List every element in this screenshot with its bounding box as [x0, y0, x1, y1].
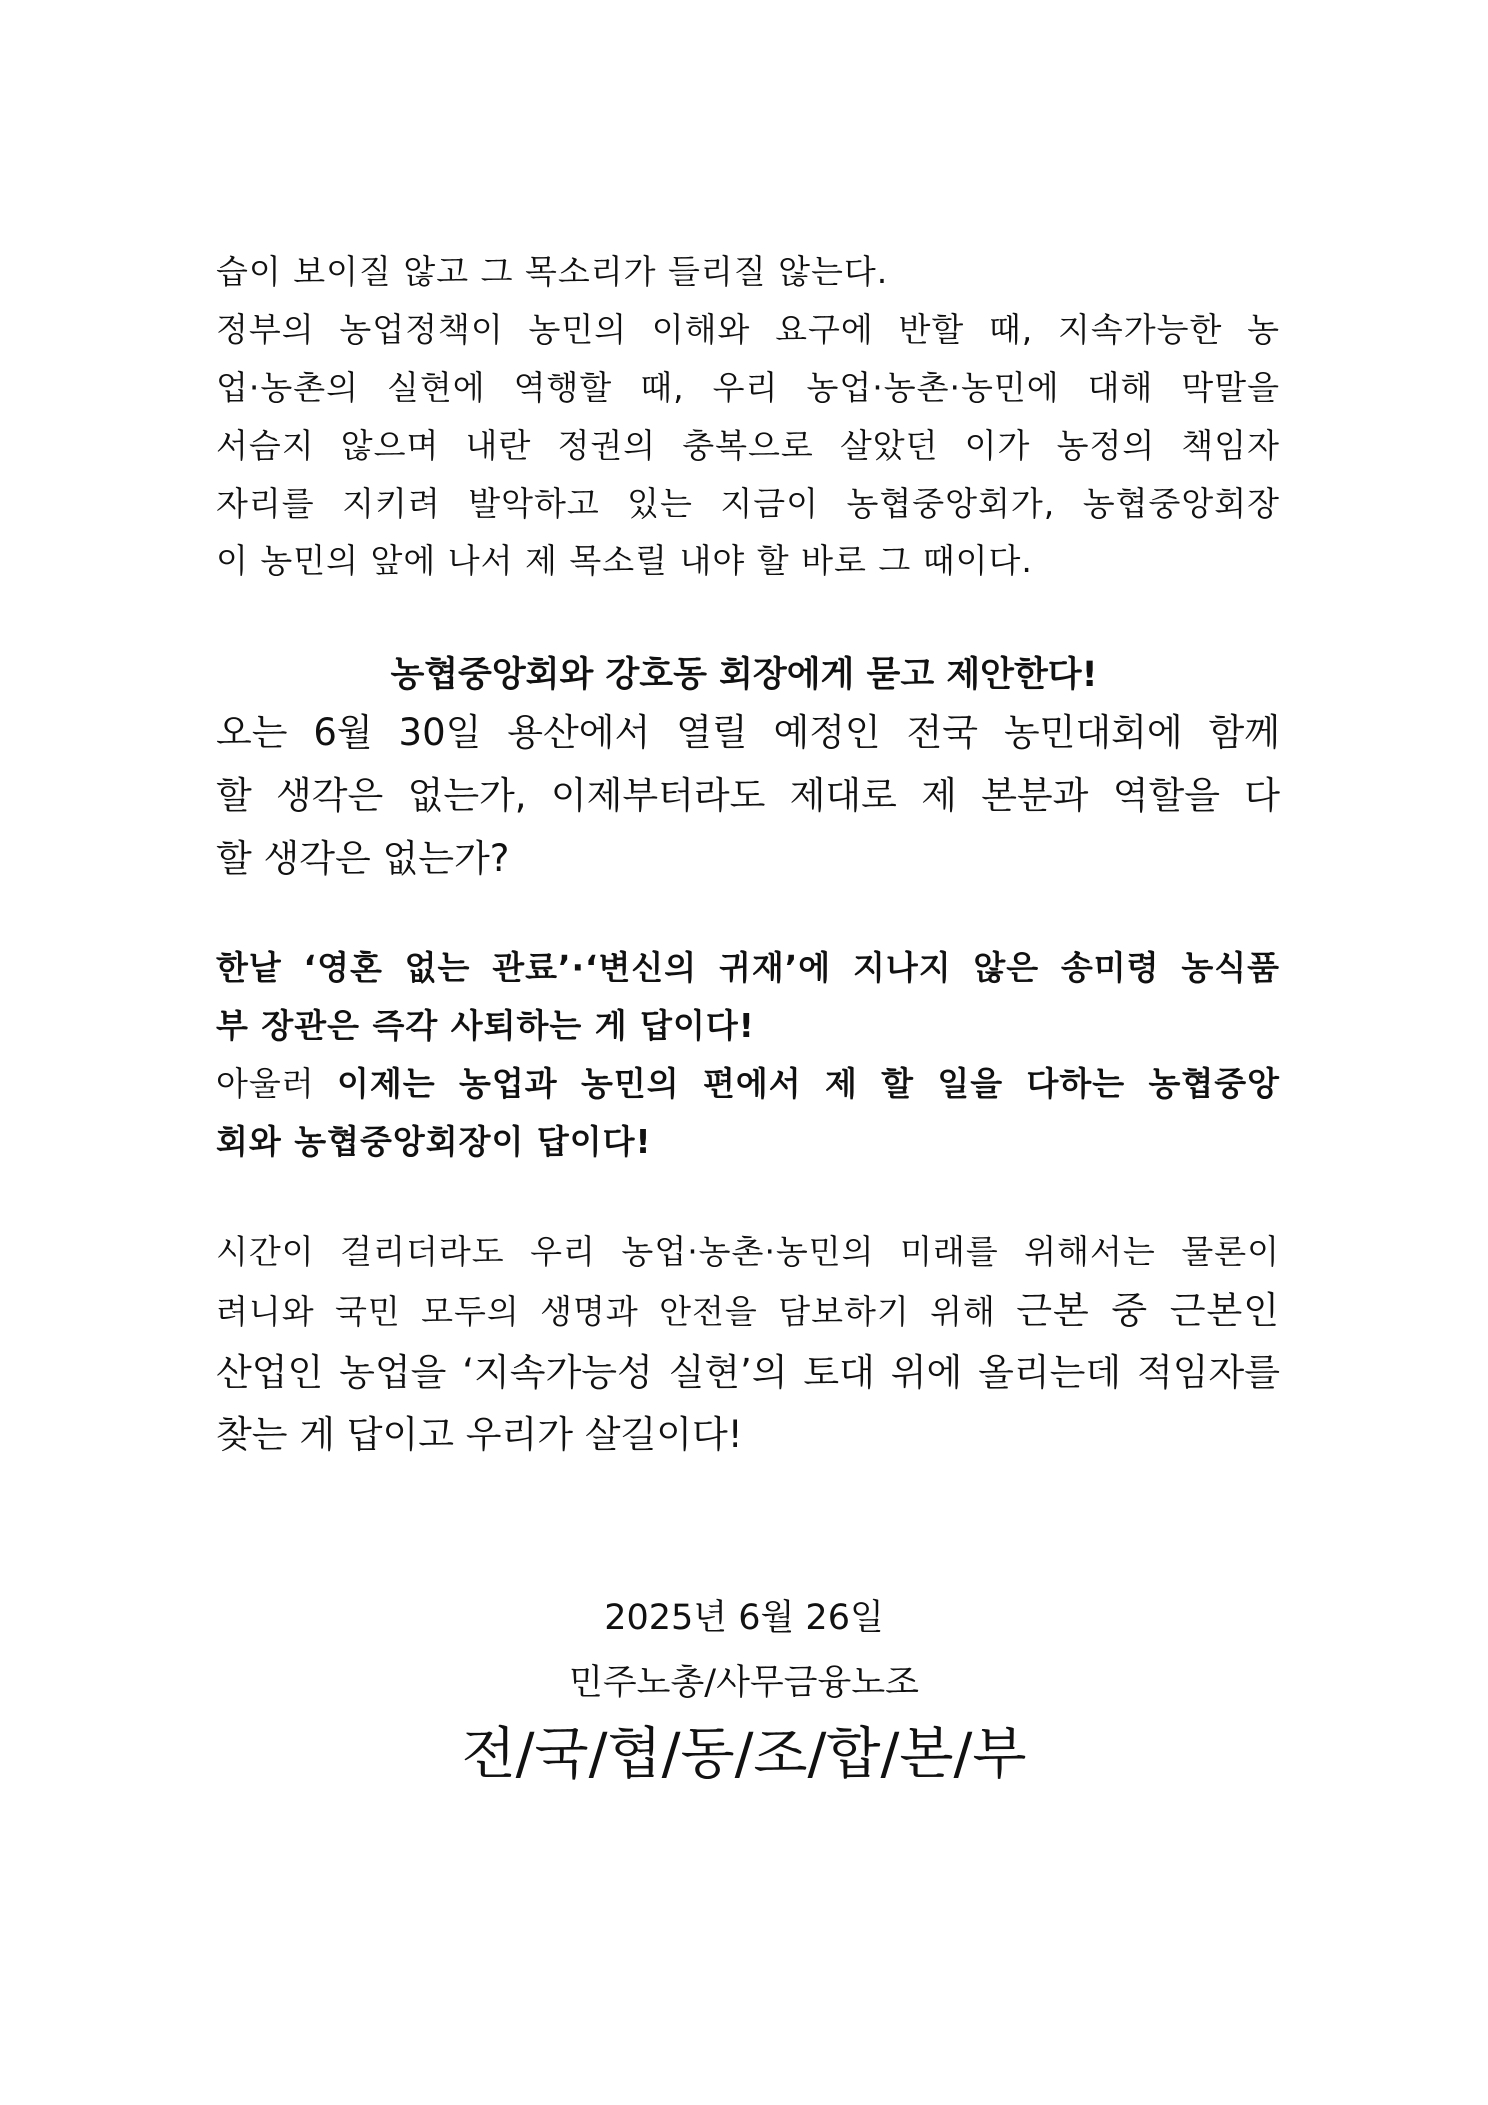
text-line: 한낱 ‘영혼 없는 관료’·‘변신의 귀재’에 지나지 않은 송미령 농식품: [216, 948, 1280, 987]
text-line: 업·농촌의 실현에 역행할 때, 우리 농업·농촌·농민에 대해 막말을: [216, 368, 1280, 407]
text-line: 할 생각은 없는가?: [216, 837, 510, 880]
text-line: 이 농민의 앞에 나서 제 목소릴 내야 할 바로 그 때이다.: [216, 541, 1033, 580]
text-line: 정부의 농업정책이 농민의 이해와 요구에 반할 때, 지속가능한 농: [216, 310, 1280, 349]
text-line: [216, 1280, 1280, 1334]
section-heading: 농협중앙회와 강호동 회장에게 묻고 제안한다!: [390, 655, 1098, 695]
text-line: 시간이 걸리더라도 우리 농업·농촌·농민의 미래를 위해서는 물론이: [216, 1232, 1280, 1271]
text-line: 오는 6월 30일 용산에서 열릴 예정인 전국 농민대회에 함께: [216, 711, 1280, 754]
text-large: 근본 중 근본인: [1016, 1289, 1280, 1332]
signature-date: 2025년 6월 26일: [604, 1598, 884, 1638]
text-line: 산업인 농업을 ‘지속가능성 실현’의 토대 위에 올리는데 적임자를: [216, 1351, 1280, 1394]
text-line: 부 장관은 즉각 사퇴하는 게 답이다!: [216, 1006, 755, 1045]
text-line: 서슴지 않으며 내란 정권의 충복으로 살았던 이가 농정의 책임자: [216, 426, 1280, 465]
text-line: 할 생각은 없는가, 이제부터라도 제대로 제 본분과 역할을 다: [216, 774, 1280, 817]
text-emphasis: 이제는 농업과 농민의 편에서 제 할 일을 다하는 농협중앙: [337, 1064, 1281, 1103]
text-line: 습이 보이질 않고 그 목소리가 들리질 않는다.: [216, 252, 889, 291]
text-line: 찾는 게 답이고 우리가 살길이다!: [216, 1413, 743, 1456]
text-line: 회와 농협중앙회장이 답이다!: [216, 1122, 652, 1161]
text-line: [216, 1058, 1280, 1105]
signature-org: 민주노총/사무금융노조: [569, 1663, 919, 1703]
text-normal: 려니와 국민 모두의 생명과 안전을 담보하기 위해: [216, 1292, 1017, 1331]
signature-name: 전/국/협/동/조/합/본/부: [461, 1722, 1027, 1787]
text-prefix: 아울러: [216, 1064, 337, 1103]
text-line: 자리를 지키려 발악하고 있는 지금이 농협중앙회가, 농협중앙회장: [216, 484, 1280, 523]
